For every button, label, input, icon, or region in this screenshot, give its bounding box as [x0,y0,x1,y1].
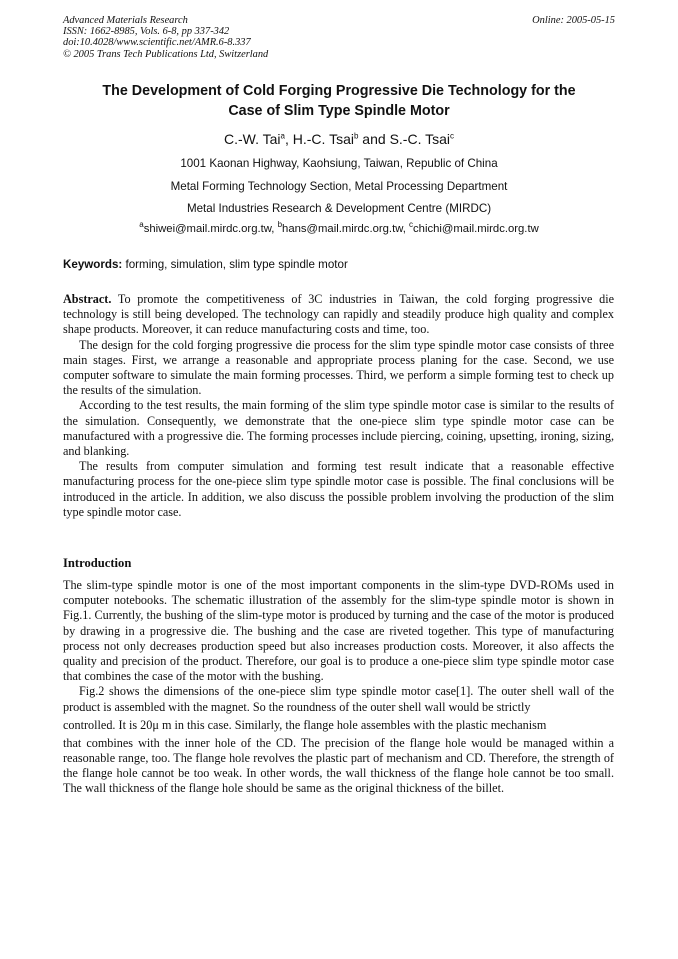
email-c-sup: c [409,220,414,229]
author-separator-1: , [284,131,293,147]
journal-name: Advanced Materials Research [63,15,188,26]
introduction-paragraph-1: The slim-type spindle motor is one of the most important components in the slim-type DVD-ROMs used in computer notebooks. The schematic illustration of the assembly for the slim-type spindle motor is shown in Fig.1. Currently, the bushing of the slim-type motor is produced by turning and the case of the motor is produced by drawing in a progressive die. The bushing and the case are riveted together. This type of manufacturing process not only decreases production speed but also increases production costs. Moreover, it also affects the quality and precision of the product. Therefore, our goal is to produce a one-piece slim type spindle motor case that combines the case of the motor with the bushing. [63,578,614,684]
title-line-1: The Development of Cold Forging Progressive Die Technology for the [102,83,576,99]
introduction-paragraph-2b: controlled. It is 20μ m in this case. Similarly, the flange hole assembles with the plastic mechanism [63,717,547,732]
author-3-sup: c [450,131,454,141]
author-list [0,131,678,147]
author-1: C.-W. Tai [224,131,281,147]
introduction-heading: Introduction [63,556,132,570]
keywords-label: Keywords: [63,258,123,271]
introduction-paragraph-2c: that combines with the inner hole of the CD. The precision of the flange hole would be managed within a reasonable range, too. The flange hole revolves the plastic part of mechanism and CD. Therefore, the strength of the flange hole cannot be too weak. In other words, the wall thickness of the flange hole cannot be too small. The wall thickness of the flange hole should be same as the original thickness of the billet. [63,735,614,796]
abstract-paragraph-3: According to the test results, the main forming of the slim type spindle motor case is similar to the results of the simulation. Consequently, we demonstrate that the one-piece slim type spindle motor case can be manufactured with a progressive die. The forming processes include piercing, coining, upsetting, ironing, sizing, and blanking. [63,398,614,459]
author-2-sup: b [353,131,359,141]
email-b: hans@mail.mirdc.org.tw, [282,222,410,235]
introduction-paragraph-2a: Fig.2 shows the dimensions of the one-piece slim type spindle motor case[1]. The outer shell wall of the product is assembled with the magnet. So the roundness of the outer shell wall would be strictly [63,684,614,714]
abstract-p1-text: To promote the competitiveness of 3C industries in Taiwan, the cold forging progressive die technology is still being developed. The technology can rapidly and steadily produce high quality and complex shape products. Moreover, it can reduce manufacturing costs and time, too. [63,292,614,337]
affiliation-address: 1001 Kaonan Highway, Kaohsiung, Taiwan, Republic of China [180,157,498,170]
title-line-2: Case of Slim Type Spindle Motor [228,103,450,119]
paper-title [40,81,638,121]
author-separator-2: and [358,131,390,147]
author-1-sup: a [280,131,285,141]
abstract-paragraph-4: The results from computer simulation and forming test result indicate that a reasonable effective manufacturing process for the one-piece slim type spindle motor case is possible. The final conclusions will be introduced in the article. In addition, we also discuss the possible problem involving the production of the slim type spindle motor case. [63,459,614,519]
doi-line: doi:10.4028/www.scientific.net/AMR.6-8.337 [63,37,251,49]
affiliation-institute: Metal Industries Research & Development Centre (MIRDC) [186,202,492,215]
keywords-text: forming, simulation, slim type spindle motor [122,258,348,271]
email-b-sup: b [277,220,283,229]
author-3: S.-C. Tsai [389,131,450,147]
journal-header [63,15,463,60]
introduction-section [63,578,614,797]
online-date: Online: 2005-05-15 [532,15,615,26]
author-emails [0,220,678,235]
copyright-line: © 2005 Trans Tech Publications Ltd, Switzerland [63,48,269,60]
abstract-section [63,292,614,520]
abstract-paragraph-2: The design for the cold forging progressive die process for the slim type spindle motor case consists of three main stages. First, we arrange a reasonable and appropriate process planing for the case. Second, we use computer software to simulate the main forming processes. Third, we perform a simple forming test to check up the results of the simulation. [63,337,614,398]
email-a: shiwei@mail.mirdc.org.tw, [143,222,278,235]
keywords-line [63,258,348,271]
email-c: chichi@mail.mirdc.org.tw [413,222,539,235]
author-2: H.-C. Tsai [292,131,354,147]
abstract-label: Abstract. [63,292,112,306]
affiliation-section: Metal Forming Technology Section, Metal Processing Department [170,180,508,193]
email-a-sup: a [139,220,144,229]
issn-line: ISSN: 1662-8985, Vols. 6-8, pp 337-342 [63,26,230,38]
abstract-paragraph-1 [63,292,614,338]
